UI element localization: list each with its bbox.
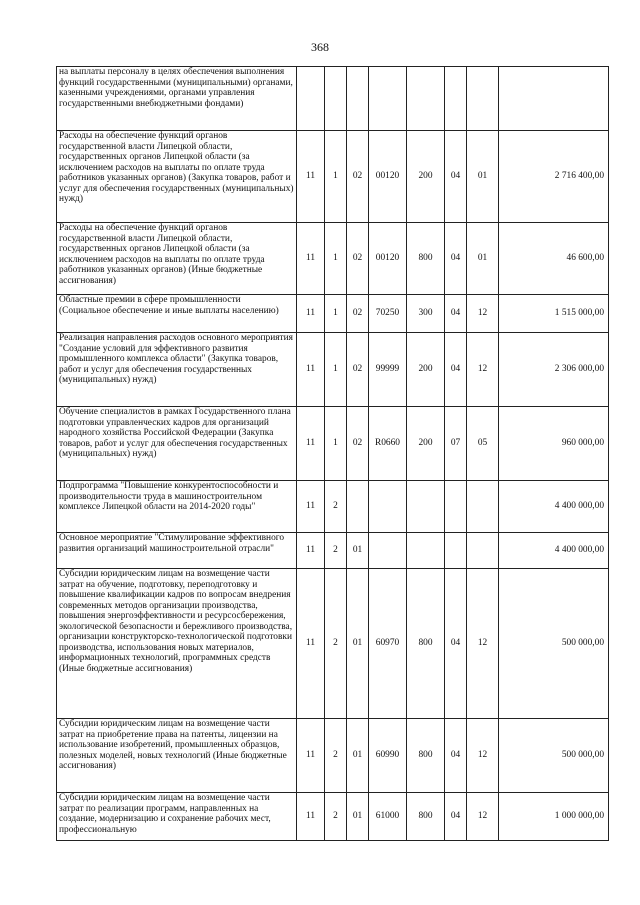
- direction-code-cell: [369, 67, 407, 131]
- measure-code-cell: 01: [347, 719, 369, 793]
- section-cell: 04: [445, 719, 467, 793]
- amount-cell: 4 400 000,00: [499, 533, 609, 569]
- measure-code-cell: 01: [347, 793, 369, 841]
- amount-cell: 960 000,00: [499, 407, 609, 481]
- subprogram-code-cell: 2: [325, 533, 347, 569]
- direction-code-cell: 61000: [369, 793, 407, 841]
- program-code-cell: 11: [297, 223, 325, 295]
- subsection-cell: 12: [467, 719, 499, 793]
- table-row: [57, 407, 609, 481]
- row-description: Расходы на обеспечение функций органов государственной власти Липецкой области, государственных органов Липецкой области (за исключением расходов на выплаты по оплате труда работников указанных органов) (Иные бюджетные ассигнования): [57, 223, 297, 295]
- direction-code-cell: [369, 481, 407, 533]
- table-row: [57, 67, 609, 131]
- subprogram-code-cell: 2: [325, 569, 347, 719]
- measure-code-cell: 02: [347, 223, 369, 295]
- amount-cell: 1 515 000,00: [499, 295, 609, 333]
- program-code-cell: 11: [297, 481, 325, 533]
- amount-cell: 46 600,00: [499, 223, 609, 295]
- subsection-cell: 01: [467, 223, 499, 295]
- direction-code-cell: 70250: [369, 295, 407, 333]
- measure-code-cell: 02: [347, 295, 369, 333]
- row-description: Субсидии юридическим лицам на возмещение части затрат по реализации программ, направленных на создание, модернизацию и сохранение рабочих мест, профессиональную: [57, 793, 297, 841]
- expense-type-cell: [407, 533, 445, 569]
- row-description: Подпрограмма "Повышение конкурентоспособности и производительности труда в машиностроительном комплексе Липецкой области на 2014-2020 годы": [57, 481, 297, 533]
- direction-code-cell: [369, 533, 407, 569]
- direction-code-cell: 00120: [369, 131, 407, 223]
- measure-code-cell: 02: [347, 407, 369, 481]
- subsection-cell: 12: [467, 333, 499, 407]
- row-description: Обучение специалистов в рамках Государственного плана подготовки управленческих кадров для организаций народного хозяйства Российской Федерации (Закупка товаров, работ и услуг для обеспечения государственных (муниципальных) нужд): [57, 407, 297, 481]
- subsection-cell: [467, 533, 499, 569]
- program-code-cell: 11: [297, 407, 325, 481]
- expense-type-cell: 300: [407, 295, 445, 333]
- subprogram-code-cell: [325, 67, 347, 131]
- subprogram-code-cell: 2: [325, 793, 347, 841]
- direction-code-cell: 60990: [369, 719, 407, 793]
- expense-type-cell: 800: [407, 793, 445, 841]
- subsection-cell: 12: [467, 295, 499, 333]
- table-row: [57, 333, 609, 407]
- section-cell: 07: [445, 407, 467, 481]
- row-description: Реализация направления расходов основного мероприятия "Создание условий для эффективного развития промышленного комплекса области" (Закупка товаров, работ и услуг для обеспечения государственных (муниципальных) нужд): [57, 333, 297, 407]
- budget-table: [56, 66, 609, 841]
- program-code-cell: 11: [297, 719, 325, 793]
- program-code-cell: 11: [297, 131, 325, 223]
- program-code-cell: [297, 67, 325, 131]
- amount-cell: 500 000,00: [499, 569, 609, 719]
- measure-code-cell: [347, 481, 369, 533]
- measure-code-cell: 02: [347, 333, 369, 407]
- measure-code-cell: 02: [347, 131, 369, 223]
- program-code-cell: 11: [297, 569, 325, 719]
- amount-cell: 500 000,00: [499, 719, 609, 793]
- row-description: Основное мероприятие "Стимулирование эффективного развития организаций машиностроительной отрасли": [57, 533, 297, 569]
- measure-code-cell: 01: [347, 533, 369, 569]
- subsection-cell: 12: [467, 793, 499, 841]
- program-code-cell: 11: [297, 295, 325, 333]
- subprogram-code-cell: 1: [325, 223, 347, 295]
- section-cell: 04: [445, 223, 467, 295]
- subsection-cell: [467, 481, 499, 533]
- table-row: [57, 719, 609, 793]
- expense-type-cell: 800: [407, 223, 445, 295]
- section-cell: [445, 533, 467, 569]
- row-description: Субсидии юридическим лицам на возмещение части затрат на приобретение права на патенты, лицензии на использование изобретений, промышленных образцов, полезных моделей, новых технологий (Иные бюджетные ассигнования): [57, 719, 297, 793]
- program-code-cell: 11: [297, 333, 325, 407]
- row-description: Областные премии в сфере промышленности (Социальное обеспечение и иные выплаты населению): [57, 295, 297, 333]
- table-row: [57, 131, 609, 223]
- direction-code-cell: R0660: [369, 407, 407, 481]
- section-cell: 04: [445, 569, 467, 719]
- measure-code-cell: [347, 67, 369, 131]
- section-cell: 04: [445, 295, 467, 333]
- table-row: [57, 295, 609, 333]
- subsection-cell: 05: [467, 407, 499, 481]
- amount-cell: 1 000 000,00: [499, 793, 609, 841]
- amount-cell: 4 400 000,00: [499, 481, 609, 533]
- program-code-cell: 11: [297, 533, 325, 569]
- subprogram-code-cell: 2: [325, 719, 347, 793]
- section-cell: [445, 67, 467, 131]
- section-cell: 04: [445, 793, 467, 841]
- row-description: на выплаты персоналу в целях обеспечения выполнения функций государственными (муниципальными) органами, казенными учреждениями, органами управления государственными внебюджетными фондами): [57, 67, 297, 131]
- subprogram-code-cell: 1: [325, 295, 347, 333]
- expense-type-cell: 200: [407, 407, 445, 481]
- expense-type-cell: [407, 67, 445, 131]
- program-code-cell: 11: [297, 793, 325, 841]
- amount-cell: 2 716 400,00: [499, 131, 609, 223]
- page-number: 368: [311, 40, 329, 54]
- expense-type-cell: 200: [407, 333, 445, 407]
- measure-code-cell: 01: [347, 569, 369, 719]
- amount-cell: 2 306 000,00: [499, 333, 609, 407]
- direction-code-cell: 99999: [369, 333, 407, 407]
- subsection-cell: 01: [467, 131, 499, 223]
- expense-type-cell: 800: [407, 569, 445, 719]
- row-description: Расходы на обеспечение функций органов государственной власти Липецкой области, государственных органов Липецкой области (за исключением расходов на выплаты по оплате труда работников указанных органов) (Закупка товаров, работ и услуг для обеспечения государственных (муниципальных) нужд): [57, 131, 297, 223]
- table-row: [57, 481, 609, 533]
- section-cell: 04: [445, 131, 467, 223]
- table-row: [57, 569, 609, 719]
- table-row: [57, 793, 609, 841]
- row-description: Субсидии юридическим лицам на возмещение части затрат на обучение, подготовку, переподготовку и повышение квалификации кадров по вопросам внедрения современных методов организации производства, повышения энергоэффективности и ресурсосбережения, экологической безопасности и бережливого производства, организации конструкторско-технологической подготовки производства, использования новых материалов, информационных технологий, программных средств (Иные бюджетные ассигнования): [57, 569, 297, 719]
- table-row: [57, 533, 609, 569]
- subprogram-code-cell: 2: [325, 481, 347, 533]
- subsection-cell: [467, 67, 499, 131]
- direction-code-cell: 60970: [369, 569, 407, 719]
- direction-code-cell: 00120: [369, 223, 407, 295]
- table-row: [57, 223, 609, 295]
- section-cell: 04: [445, 333, 467, 407]
- expense-type-cell: 200: [407, 131, 445, 223]
- expense-type-cell: [407, 481, 445, 533]
- subsection-cell: 12: [467, 569, 499, 719]
- subprogram-code-cell: 1: [325, 131, 347, 223]
- amount-cell: [499, 67, 609, 131]
- subprogram-code-cell: 1: [325, 333, 347, 407]
- expense-type-cell: 800: [407, 719, 445, 793]
- subprogram-code-cell: 1: [325, 407, 347, 481]
- section-cell: [445, 481, 467, 533]
